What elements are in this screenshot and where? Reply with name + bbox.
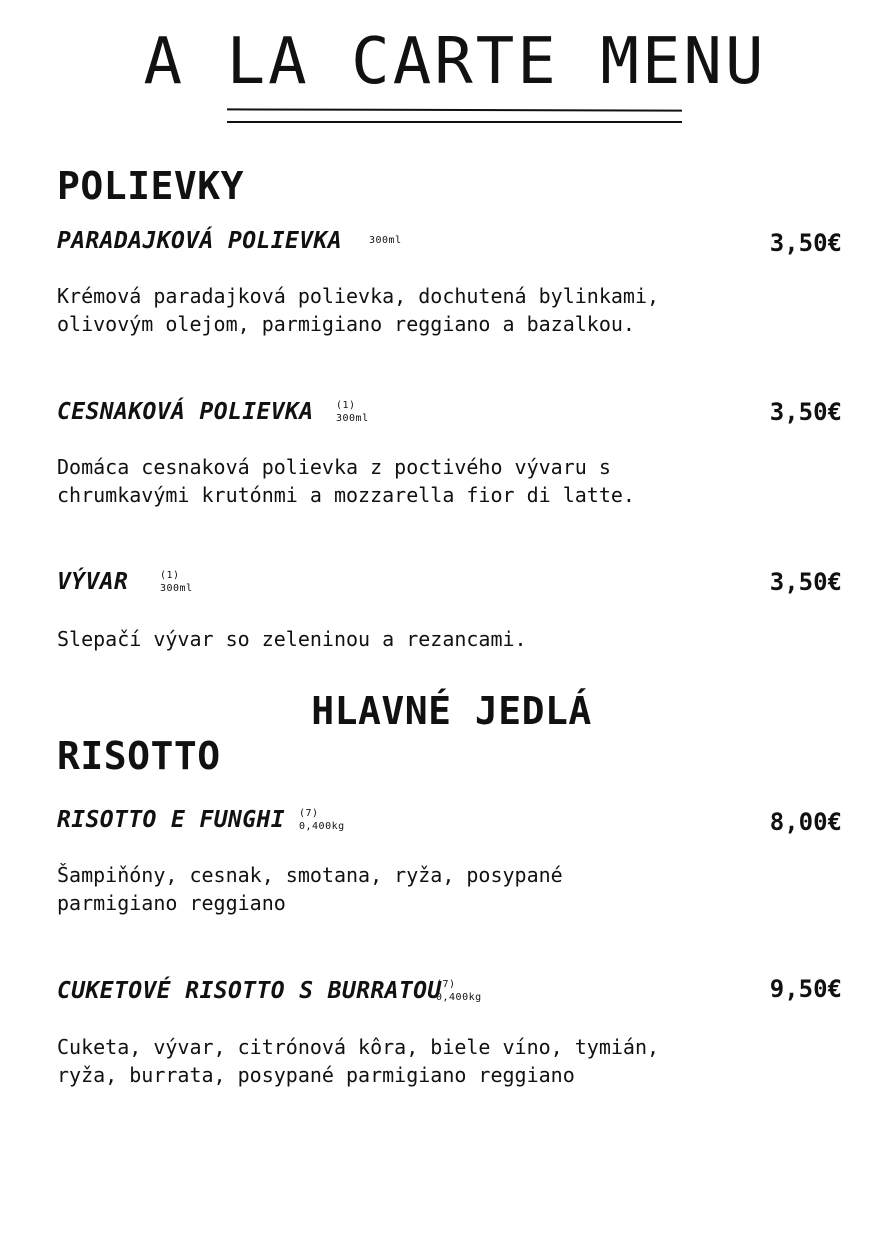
item-price: 3,50€ [769,398,842,426]
item-meta [436,978,482,1004]
item-price: 9,50€ [769,975,842,1003]
item-description: Domáca cesnaková polievka z poctivého vývaru s chrumkavými krutónmi a mozzarella fior di latte. [57,455,635,507]
item-price: 3,50€ [769,568,842,596]
item-name: VÝVAR [57,569,129,595]
item-meta [369,234,402,247]
item-allergens: (1) [336,400,356,411]
item-description: Šampiňóny, cesnak, smotana, ryža, posypané parmigiano reggiano [57,863,563,915]
item-name: PARADAJKOVÁ POLIEVKA [57,228,342,254]
title-underline-top [227,108,682,111]
section-title-soups: POLIEVKY [57,164,245,208]
item-portion: 300ml [336,413,369,424]
item-meta [336,399,369,425]
item-portion: 300ml [369,235,402,246]
item-name: RISOTTO E FUNGHI [57,807,285,833]
item-allergens: (1) [160,570,180,581]
item-portion: 0,400kg [436,992,482,1003]
item-description: Krémová paradajková polievka, dochutená bylinkami, olivovým olejom, parmigiano reggiano a bazalkou. [57,284,660,336]
section-title-risotto: RISOTTO [57,734,221,778]
menu-item [57,226,847,336]
menu-item [57,975,847,1087]
item-portion: 300ml [160,583,193,594]
menu-item [57,397,847,507]
menu-item [57,805,847,915]
item-name: CUKETOVÉ RISOTTO S BURRATOU [57,978,442,1004]
item-description: Slepačí vývar so zeleninou a rezancami. [57,627,527,651]
item-allergens: (7) [299,808,319,819]
item-price: 8,00€ [769,808,842,836]
item-portion: 0,400kg [299,821,345,832]
item-meta [299,807,345,833]
item-price: 3,50€ [769,229,842,257]
section-title-main-dishes: HLAVNÉ JEDLÁ [311,689,592,733]
item-name: CESNAKOVÁ POLIEVKA [57,399,314,425]
menu-title: A LA CARTE MENU [143,25,767,99]
item-meta [160,569,193,595]
title-underline-bottom [227,121,682,123]
item-allergens: (7) [436,979,456,990]
item-description: Cuketa, vývar, citrónová kôra, biele víno, tymián, ryža, burrata, posypané parmigiano reggiano [57,1035,660,1087]
menu-item [57,567,847,651]
